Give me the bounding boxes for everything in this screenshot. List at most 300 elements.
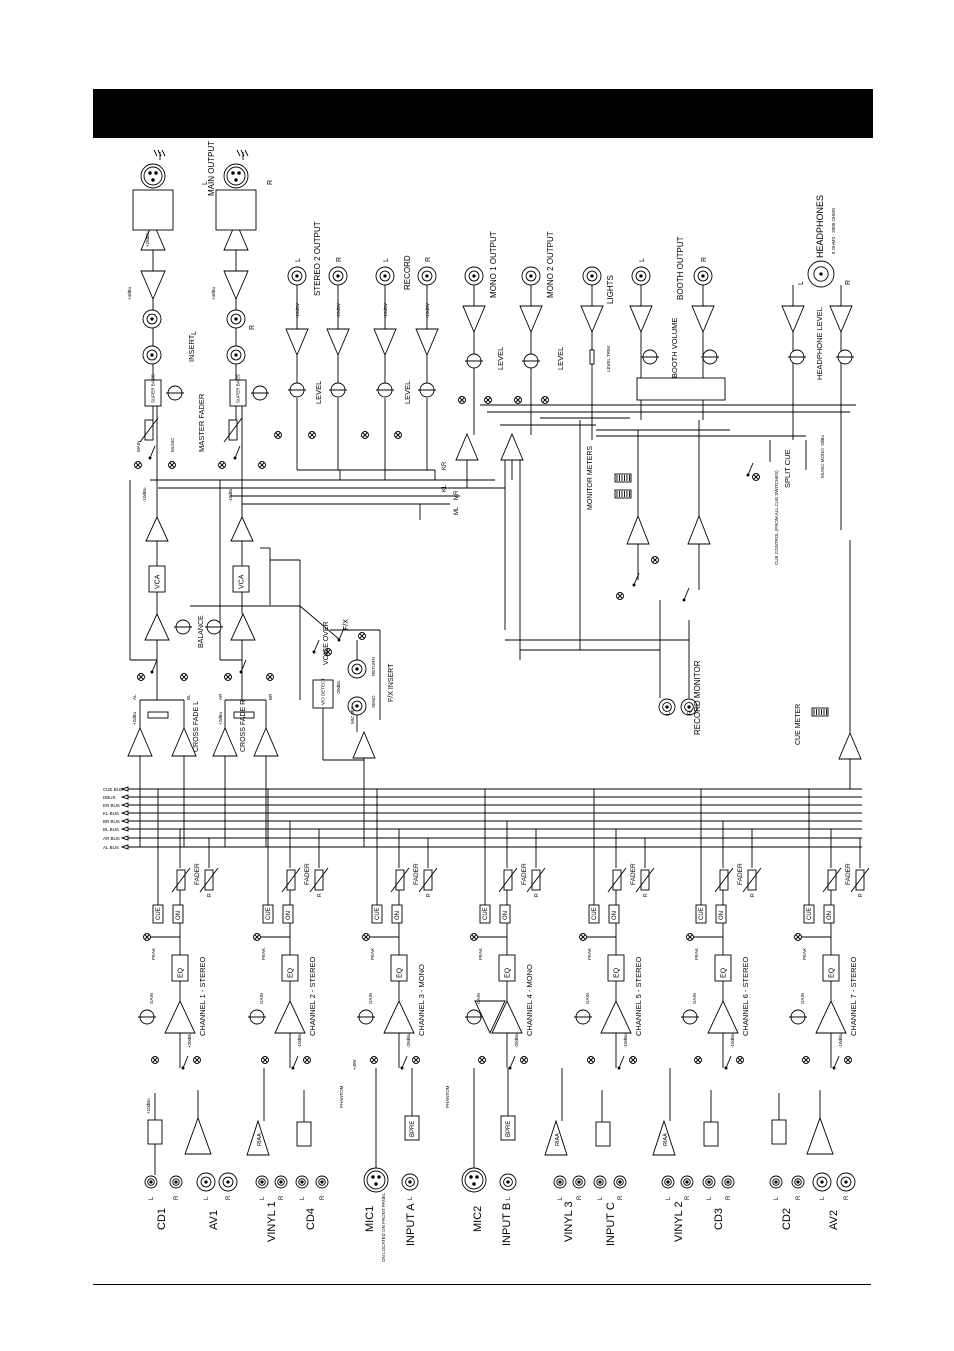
fader-label: FADER	[630, 863, 637, 885]
level-knob-icon	[376, 383, 394, 397]
output-amplifier-icon	[286, 329, 308, 355]
rca-jack-icon	[145, 1176, 157, 1188]
channel-label: CHANNEL 5 - STEREO	[634, 956, 643, 1036]
level-label: LEVEL	[403, 380, 412, 404]
channel-label: CHANNEL 7 - STEREO	[849, 956, 858, 1036]
pin-label: L	[774, 1196, 780, 1200]
rca-jack-icon	[614, 1176, 626, 1188]
on-button-label: ON	[395, 911, 401, 920]
channel-fader-r-icon	[200, 868, 218, 892]
gain-label: GAIN	[149, 992, 154, 1004]
channel-fader-r-icon	[527, 868, 545, 892]
select-lamp-icon	[194, 1057, 201, 1064]
cue-button-label: CUE	[807, 907, 813, 920]
jack-pin	[559, 1181, 561, 1183]
vca-amplifier-icon	[231, 517, 253, 541]
xfade-ref-label: +2dBu	[218, 711, 223, 725]
input-select-switch-icon	[509, 1056, 515, 1069]
jack-pin	[409, 1181, 411, 1183]
vo-detect-block-label: V/O DETECT	[320, 677, 326, 705]
pin-label: L	[820, 1196, 826, 1200]
switch-pivot	[618, 1067, 620, 1069]
crossfade-amplifier-icon	[254, 728, 278, 756]
input-name-cd4: CD4	[305, 1207, 317, 1230]
input-name-mic1: MIC1	[364, 1205, 376, 1232]
mic-mix-amplifier-icon	[353, 732, 375, 758]
jack-pin	[356, 668, 358, 670]
switch-pivot	[401, 1067, 403, 1069]
peak-lamp-icon	[795, 934, 802, 941]
switch-blade	[834, 1056, 839, 1068]
balance-label: BALANCE	[198, 615, 205, 648]
music-lamp-icon	[169, 462, 176, 469]
channel-label: CHANNEL 6 - STEREO	[741, 956, 750, 1036]
lights-amplifier-icon	[581, 306, 603, 332]
gain-db-label: -10dBu	[623, 1033, 628, 1048]
vca-block-label: VCA	[154, 574, 162, 589]
on-button-label: ON	[286, 911, 292, 920]
master-switch-icon	[149, 446, 155, 459]
eq-block-label: EQ	[396, 967, 404, 978]
output-jack-icon	[632, 267, 650, 285]
main-l-label: L	[202, 181, 209, 185]
master-switch-icon	[234, 446, 240, 459]
input-select-switch-icon	[618, 1056, 624, 1069]
switch-pivot	[833, 1067, 835, 1069]
mono-sum-amplifier-icon	[501, 434, 523, 460]
gain-db-label: -10dBu	[838, 1033, 843, 1048]
main-lamp-icon	[362, 432, 369, 439]
insert-return-jack-icon	[143, 310, 161, 328]
pin-label: L	[506, 1196, 512, 1200]
master-amplifier-icon	[224, 271, 248, 299]
headphone-amplifier-icon	[830, 306, 852, 332]
xlr-pin	[476, 1176, 479, 1179]
jack-pin	[301, 1181, 303, 1183]
fx-lamp-icon	[181, 674, 188, 681]
bus-arrow-icon	[122, 836, 128, 840]
rca-jack-icon	[256, 1176, 268, 1188]
mono-output-amplifier-icon	[520, 306, 542, 332]
bus-label: KL BUS	[103, 811, 119, 816]
peak-lamp-icon	[471, 934, 478, 941]
record-monitor-label: RECORD MONITOR	[693, 660, 702, 735]
select-lamp-icon	[413, 1057, 420, 1064]
switch-blade	[726, 1056, 731, 1068]
input-name-av2: AV2	[828, 1210, 840, 1230]
pin-label: R	[685, 1195, 691, 1200]
master-ref2-label: +28dBu	[145, 231, 150, 247]
cue-button-label: CUE	[483, 907, 489, 920]
output-jack-icon	[583, 267, 601, 285]
select-lamp-icon	[588, 1057, 595, 1064]
rca-jack-icon	[681, 1176, 693, 1188]
out-lr-label: L	[639, 258, 646, 262]
rca-jack-icon	[792, 1176, 804, 1188]
input-select-switch-icon	[292, 1056, 298, 1069]
fader-r-label: R	[207, 893, 213, 897]
select-lamp-icon	[521, 1057, 528, 1064]
fader-r-label: R	[534, 893, 540, 897]
xlr-pin	[238, 172, 241, 175]
kl-label: KL	[442, 484, 448, 492]
xlr-pin	[375, 1183, 378, 1186]
jack-pin	[820, 273, 822, 275]
gain-db-label: -20dBu	[406, 1033, 411, 1048]
phantom-v-label: +48V	[352, 1059, 357, 1070]
switch-blade	[152, 660, 157, 672]
split-cue-switch-icon	[747, 463, 753, 476]
input-a-jack-icon	[402, 1174, 418, 1190]
headphone-level-knob-icon	[788, 350, 806, 364]
output-box	[216, 190, 256, 230]
ground-hatch	[245, 150, 248, 156]
cue-button-label: CUE	[375, 907, 381, 920]
mono-output-amplifier-icon	[463, 306, 485, 332]
eq-block-label: EQ	[287, 967, 295, 978]
out-ref-label: -10dBV	[336, 302, 341, 318]
jack-pin	[205, 1181, 207, 1183]
channel-fader-r-icon	[636, 868, 654, 892]
ar-label: AR	[218, 693, 223, 700]
split-cue-label: SPLIT CUE	[783, 449, 792, 488]
crossfade-r-label: CROSS FADE R	[240, 699, 247, 752]
jack-pin	[727, 1181, 729, 1183]
gain-knob-icon	[248, 1010, 266, 1024]
rm-r-label: R	[688, 710, 694, 715]
insert-l-label: L	[191, 331, 198, 335]
peak-label: PEAK	[478, 947, 483, 960]
booth-volume-knob-icon	[701, 350, 719, 364]
input-sub-mic1: ON LOCATED ON FRONT PANEL	[381, 1192, 386, 1262]
switch-pivot	[725, 1067, 727, 1069]
kr-label: KR	[442, 461, 448, 470]
bpre-block-label: BPRE	[410, 1120, 416, 1137]
gain-amplifier-icon	[275, 1001, 305, 1033]
level-trim-label: LEVEL TRIM	[606, 345, 611, 372]
pin-label: R	[844, 1195, 850, 1200]
monitor-amplifier-icon	[688, 516, 710, 544]
main-output-xlr-icon	[224, 164, 248, 188]
switch-blade	[235, 446, 240, 458]
channel-fader-icon	[391, 868, 409, 892]
headphones-label: HEADPHONES	[815, 194, 825, 258]
wire	[300, 606, 340, 640]
output-box	[133, 190, 173, 230]
headphones-jack-icon	[808, 261, 834, 287]
xlr-ring-inner	[227, 167, 245, 185]
cue-meter-label: CUE METER	[795, 703, 802, 745]
bus-arrow-icon	[122, 827, 128, 831]
xlr-pin	[152, 179, 155, 182]
jack-pin	[686, 1181, 688, 1183]
xlr-pin	[232, 172, 235, 175]
select-lamp-icon	[262, 1057, 269, 1064]
riaa-label: RIAA	[555, 1133, 561, 1146]
switch-blade	[183, 1056, 188, 1068]
av-jack-icon	[219, 1173, 237, 1191]
select-lamp-icon	[479, 1057, 486, 1064]
out-ref-label: -10dBV	[295, 302, 300, 318]
record-lamp-icon	[652, 557, 659, 564]
mono-level-knob-icon	[522, 354, 540, 368]
switch-pivot	[149, 457, 151, 459]
music-label: MUSIC	[170, 437, 175, 452]
ground-hatch	[154, 150, 157, 156]
gain-db-label: -20dBu	[514, 1033, 519, 1048]
riaa-label: RIAA	[257, 1133, 263, 1146]
xlr-pin	[473, 1183, 476, 1186]
main-output-xlr-icon	[141, 164, 165, 188]
output-jack-icon	[418, 267, 436, 285]
rca-jack-icon	[275, 1176, 287, 1188]
rca-jack-icon	[316, 1176, 328, 1188]
balance-amplifier-icon	[145, 614, 169, 640]
vca-block-label: VCA	[238, 574, 246, 589]
ground-hatch	[237, 150, 240, 156]
bus-arrow-icon	[122, 795, 128, 799]
pin-label: L	[149, 1196, 155, 1200]
gain-knob-icon	[681, 1010, 699, 1024]
channel-fader-r-icon	[743, 868, 761, 892]
super-bass-block-label: SUPER BASS	[235, 374, 241, 403]
input-name-input-b: INPUT B	[501, 1202, 513, 1246]
bus-arrow-icon	[122, 811, 128, 815]
pin-label: L	[204, 1196, 210, 1200]
balance-ref-label: -10dBu	[142, 487, 147, 502]
crossfade-amplifier-icon	[128, 728, 152, 756]
return-label: RETURN	[371, 657, 376, 676]
fx-lamp-icon	[359, 633, 366, 640]
pad-block	[148, 1120, 162, 1144]
on-button-label: ON	[503, 911, 509, 920]
peak-lamp-icon	[363, 934, 370, 941]
gain-label: GAIN	[800, 992, 805, 1004]
fader-r-label: R	[858, 893, 864, 897]
fader-r-label: R	[643, 893, 649, 897]
fader-label: FADER	[737, 863, 744, 885]
fader-label: FADER	[413, 863, 420, 885]
mic-lamp-icon	[225, 674, 232, 681]
gain-db-label: -10dBu	[297, 1033, 302, 1048]
mr-label: MR	[454, 490, 460, 500]
peak-label: PEAK	[151, 947, 156, 960]
pin-label: R	[726, 1195, 732, 1200]
pin-label: L	[598, 1196, 604, 1200]
switch-pivot	[182, 1067, 184, 1069]
ground-icon	[237, 150, 248, 160]
voice-over-label: VOICE OVER	[323, 621, 330, 665]
eq-block-label: EQ	[720, 967, 728, 978]
bus-label: BR BUS	[103, 819, 120, 824]
channel-fader-r-icon	[310, 868, 328, 892]
mono1-label: MONO 1 OUTPUT	[489, 231, 498, 298]
channel-label: CHANNEL 1 - STEREO	[198, 956, 207, 1036]
channel-fader-r-icon	[851, 868, 869, 892]
ground-hatch	[158, 150, 161, 156]
mono2-label: MONO 2 OUTPUT	[546, 231, 555, 298]
output-jack-icon	[329, 267, 347, 285]
switch-pivot	[240, 671, 242, 673]
monitor-amplifier-icon	[627, 516, 649, 544]
pad-block	[772, 1120, 786, 1144]
av-jack-icon	[837, 1173, 855, 1191]
music-lamp-icon	[485, 397, 492, 404]
ground-hatch	[162, 150, 165, 156]
stereo2-label: STEREO 2 OUTPUT	[313, 221, 322, 296]
xlr-pin	[235, 179, 238, 182]
channel-fader-icon	[608, 868, 626, 892]
input-name-cd3: CD3	[713, 1207, 725, 1230]
input-name-vinyl1: VINYL 1	[266, 1201, 278, 1242]
pad-db-label: +10dBu	[146, 1098, 151, 1114]
pin-label: R	[226, 1195, 232, 1200]
input-name-mic2: MIC2	[472, 1205, 484, 1232]
select-lamp-icon	[803, 1057, 810, 1064]
fader-r-label: R	[317, 893, 323, 897]
switch-pivot	[338, 639, 340, 641]
input-select-switch-icon	[182, 1056, 188, 1069]
select-lamp-icon	[737, 1057, 744, 1064]
out-lr-label: R	[425, 256, 432, 262]
balance-knob-icon	[174, 620, 192, 634]
rca-jack-icon	[722, 1176, 734, 1188]
jack-pin	[666, 706, 668, 708]
gain-knob-icon	[789, 1010, 807, 1024]
level-knob-icon	[288, 383, 306, 397]
eq-block-label: EQ	[177, 967, 185, 978]
ml-label: ML	[454, 506, 460, 515]
booth-amplifier-icon	[630, 306, 652, 332]
input-b-jack-icon	[500, 1174, 516, 1190]
jack-pin	[507, 1181, 509, 1183]
xlr-pin	[378, 1176, 381, 1179]
xfade-ref-label: +2dBu	[132, 711, 137, 725]
pin-label: L	[707, 1196, 713, 1200]
crossfade-amplifier-icon	[213, 728, 237, 756]
av-jack-icon	[813, 1173, 831, 1191]
input-select-switch-icon	[833, 1056, 839, 1069]
peak-lamp-icon	[144, 934, 151, 941]
pad-block	[297, 1122, 311, 1146]
av-amplifier-icon	[185, 1118, 211, 1154]
ground-icon	[154, 150, 165, 160]
input-name-cd2: CD2	[781, 1207, 793, 1230]
jack-pin	[235, 354, 237, 356]
level-label: LEVEL	[556, 346, 565, 370]
master-amplifier-icon	[141, 271, 165, 299]
switch-blade	[402, 1056, 407, 1068]
xlr-ring-inner	[367, 1171, 385, 1189]
output-jack-icon	[376, 267, 394, 285]
output-jack-icon	[465, 267, 483, 285]
out-ref-label: -10dBV	[383, 302, 388, 318]
eq-block-label: EQ	[504, 967, 512, 978]
super-bass-knob-icon	[251, 386, 269, 400]
gain-db-label: +20dBu	[187, 1032, 192, 1048]
phantom-label: PHANTOM	[445, 1085, 450, 1108]
switch-pivot	[292, 1067, 294, 1069]
jack-pin	[599, 1181, 601, 1183]
vo-ref-label: -20dBu	[336, 680, 341, 695]
input-name-vinyl2: VINYL 2	[673, 1201, 685, 1242]
fader-label: FADER	[521, 863, 528, 885]
output-amplifier-icon	[374, 329, 396, 355]
monitor-meter-icon	[615, 474, 631, 482]
monitor-meters-label: MONITOR METERS	[587, 445, 594, 510]
monitor-switch-icon	[683, 588, 689, 601]
mono-level-knob-icon	[465, 354, 483, 368]
bus-label: CUE BUS	[103, 787, 124, 792]
bus-arrow-icon	[122, 819, 128, 823]
fx-label: F/X	[343, 619, 350, 630]
on-button-label: ON	[827, 911, 833, 920]
gain-label: GAIN	[585, 992, 590, 1004]
xfade-switch-icon	[240, 660, 246, 673]
level-trim-icon	[590, 350, 594, 364]
mic-lamp-icon	[138, 674, 145, 681]
rca-jack-icon	[573, 1176, 585, 1188]
jack-pin	[150, 1181, 152, 1183]
select-lamp-icon	[630, 1057, 637, 1064]
cue-button-label: CUE	[156, 907, 162, 920]
cue-meter-icon	[812, 708, 828, 716]
fader-label: FADER	[845, 863, 852, 885]
rca-jack-icon	[703, 1176, 715, 1188]
cue-button-label: CUE	[592, 907, 598, 920]
gain-label: GAIN	[476, 992, 481, 1004]
channel-fader-icon	[499, 868, 517, 892]
fader-label: FADER	[194, 863, 201, 885]
main-lamp-icon	[617, 593, 624, 600]
mono-sum-amplifier-icon	[456, 434, 478, 460]
pin-label: L	[300, 1196, 306, 1200]
xlr-ring-inner	[144, 167, 162, 185]
channel-label: CHANNEL 2 - STEREO	[308, 956, 317, 1036]
output-amplifier-icon	[327, 329, 349, 355]
hp-r-label: R	[845, 279, 852, 285]
jack-pin	[151, 318, 153, 320]
rm-l-label: L	[666, 711, 672, 715]
gain-knob-icon	[357, 1010, 375, 1024]
master-ref-label: +4dBu	[211, 286, 216, 300]
output-jack-icon	[288, 267, 306, 285]
level-knob-icon	[418, 383, 436, 397]
rca-jack-icon	[770, 1176, 782, 1188]
out-ref-label: -10dBV	[425, 302, 430, 318]
on-button-label: ON	[719, 911, 725, 920]
jack-pin	[227, 1181, 229, 1183]
xlr-pin	[372, 1176, 375, 1179]
cue-button-label: CUE	[266, 907, 272, 920]
switch-blade	[684, 588, 689, 600]
music-lamp-icon	[309, 432, 316, 439]
jack-pin	[797, 1181, 799, 1183]
jack-pin	[821, 1181, 823, 1183]
level-label: LEVEL	[496, 346, 505, 370]
input-select-switch-icon	[401, 1056, 407, 1069]
av-amplifier-icon	[807, 1118, 833, 1154]
jack-pin	[384, 275, 386, 277]
master-fader-icon	[224, 418, 242, 442]
switch-pivot	[509, 1067, 511, 1069]
jack-pin	[619, 1181, 621, 1183]
eq-block-label: EQ	[828, 967, 836, 978]
input-name-av1: AV1	[208, 1210, 220, 1230]
bus-label: BL BUS	[103, 827, 119, 832]
switch-pivot	[633, 584, 635, 586]
channel-label: CHANNEL 3 - MONO	[417, 964, 426, 1036]
